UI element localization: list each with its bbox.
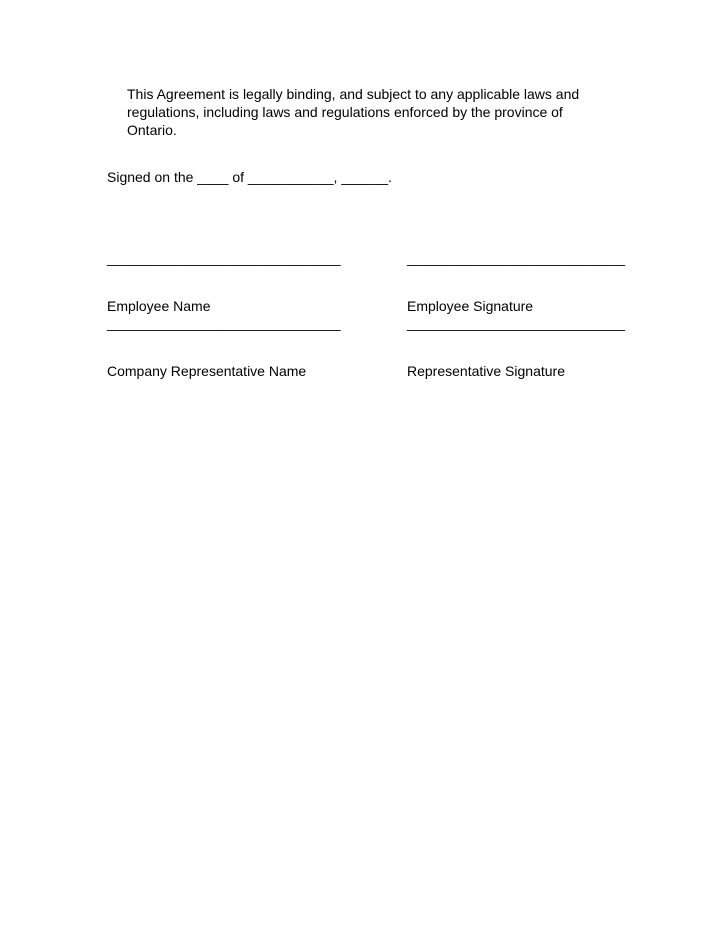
representative-name-block [107, 283, 341, 411]
signed-on-date-line: Signed on the ____ of ___________, ______. [107, 169, 392, 185]
employee-name-label: Employee Name [107, 298, 211, 314]
representative-name-label: Company Representative Name [107, 363, 307, 379]
representative-name-rule: ______________________________ [107, 315, 341, 331]
representative-signature-block [407, 283, 625, 411]
employee-signature-rule: ____________________________ [407, 250, 626, 266]
legal-clause-paragraph: This Agreement is legally binding, and subject to any applicable laws and regulations, including laws and regulations enforced by the province of Ontario. [127, 86, 580, 138]
employee-signature-label: Employee Signature [407, 298, 534, 314]
employee-name-rule: ______________________________ [107, 250, 341, 266]
representative-signature-label: Representative Signature [407, 363, 565, 379]
representative-signature-rule: ____________________________ [407, 315, 626, 331]
